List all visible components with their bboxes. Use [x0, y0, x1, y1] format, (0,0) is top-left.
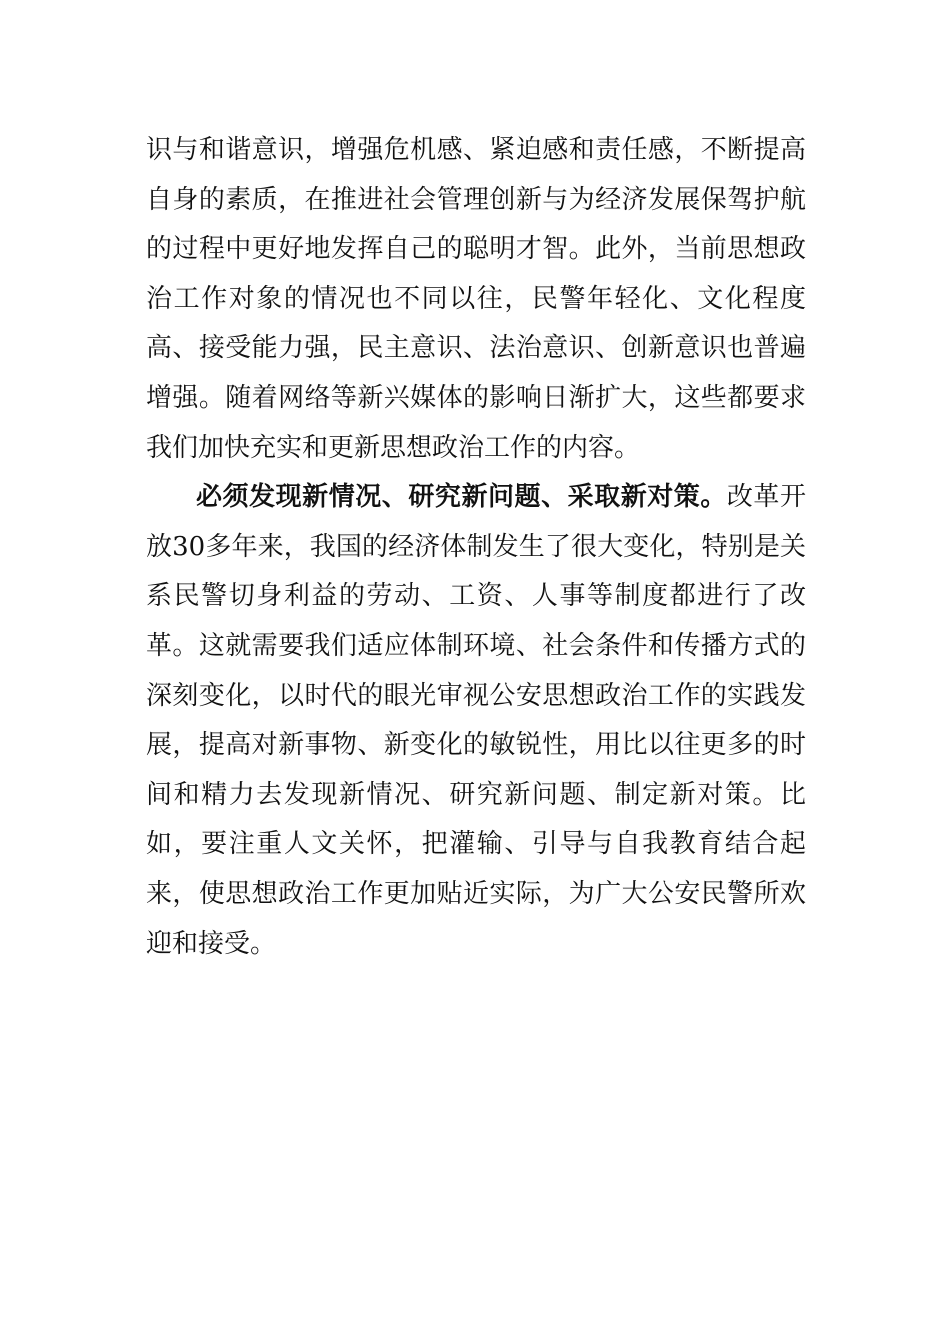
document-body	[146, 126, 806, 969]
text-line: 展，提高对新事物、新变化的敏锐性，用比以往更多的时	[146, 730, 806, 761]
text-line: 识与和谐意识，增强危机感、紧迫感和责任感，不断提高	[146, 135, 806, 165]
text-line: 放30多年来，我国的经济体制发生了很大变化，特别是关	[146, 531, 806, 562]
paragraph-heading: 必须发现新情况、研究新问题、采取新对策。	[196, 482, 727, 513]
text-line: 如，要注重人文关怀，把灌输、引导与自我教育结合起	[146, 829, 806, 860]
text-line: 深刻变化，以时代的眼光审视公安思想政治工作的实践发	[146, 680, 806, 711]
text-line: 革。这就需要我们适应体制环境、社会条件和传播方式的	[146, 630, 806, 661]
text-fragment: 改革开	[726, 482, 806, 513]
paragraph-2	[146, 473, 806, 969]
text-line: 治工作对象的情况也不同以往，民警年轻化、文化程度	[146, 283, 806, 314]
text-line: 间和精力去发现新情况、研究新问题、制定新对策。比	[146, 779, 806, 810]
paragraph-1	[146, 126, 806, 473]
text-line: 系民警切身利益的劳动、工资、人事等制度都进行了改	[146, 581, 806, 612]
text-line: 增强。随着网络等新兴媒体的影响日渐扩大，这些都要求	[146, 382, 806, 413]
paragraph-first-line	[146, 473, 806, 523]
text-line: 自身的素质，在推进社会管理创新与为经济发展保驾护航	[146, 184, 806, 215]
text-line: 的过程中更好地发挥自己的聪明才智。此外，当前思想政	[146, 234, 806, 265]
text-line: 来，使思想政治工作更加贴近实际，为广大公安民警所欢	[146, 878, 806, 909]
text-line: 高、接受能力强，民主意识、法治意识、创新意识也普遍	[146, 333, 806, 364]
text-line: 我们加快充实和更新思想政治工作的内容。	[146, 432, 641, 463]
text-line: 迎和接受。	[146, 928, 277, 959]
